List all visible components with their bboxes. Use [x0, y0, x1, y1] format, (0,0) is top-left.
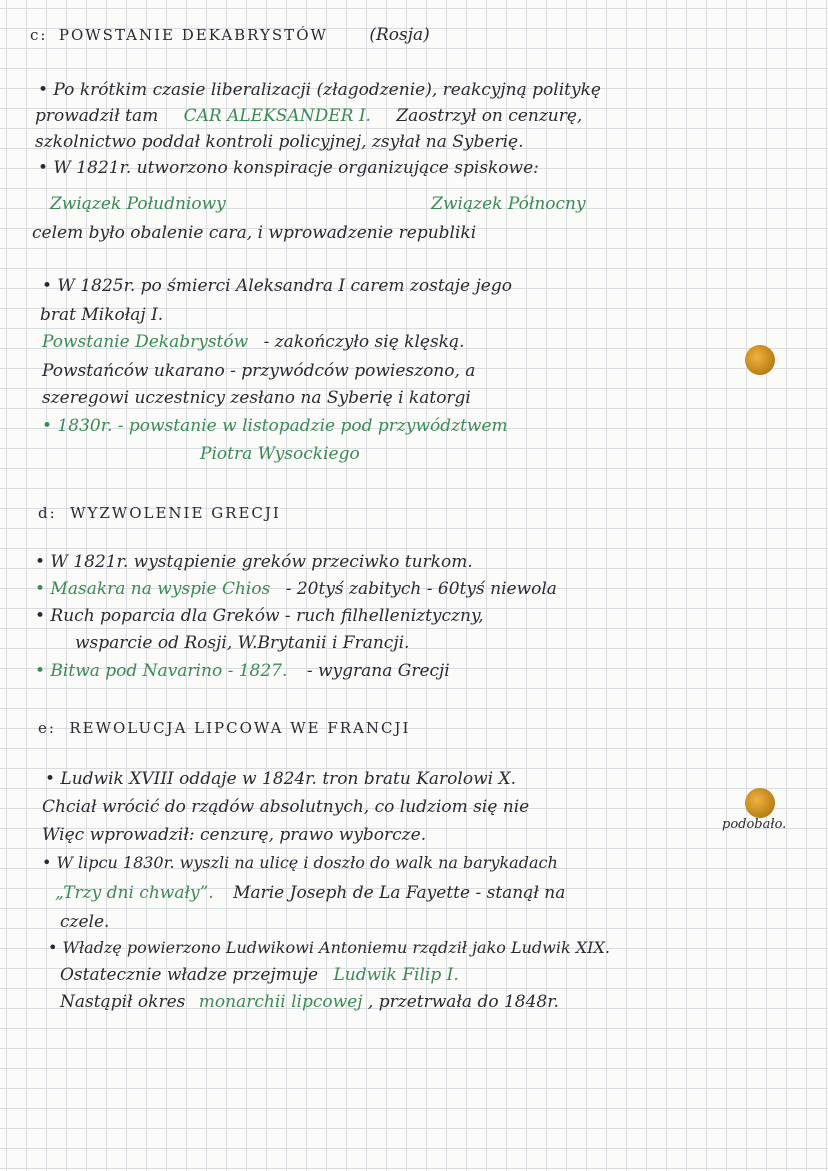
c-line-6: [32, 222, 812, 244]
e-line-9-text: Nastąpił okres: [60, 992, 186, 1012]
section-d-marker: d:: [38, 504, 57, 522]
e-line-6-text: czele.: [60, 912, 110, 932]
c-line-11: [42, 387, 742, 409]
c-line-7: [42, 275, 822, 297]
e-line-1-text: • Ludwik XVIII oddaje w 1824r. tron bratu Karolowi X.: [45, 769, 516, 789]
c-line-6-text: celem było obalenie cara, i wprowadzenie republiki: [32, 223, 477, 243]
c-line-8-text: brat Mikołaj I.: [40, 305, 164, 325]
c-line-11-text: szeregowi uczestnicy zesłano na Syberię i katorgi: [42, 388, 471, 408]
d-line-1: [35, 551, 815, 573]
section-c-note: (Rosja): [369, 25, 430, 45]
c-line-9-rest: - zakończyło się klęską.: [263, 332, 465, 352]
c-line-10: [42, 360, 742, 382]
c-line-9: [42, 331, 742, 353]
d-line-3-text: • Ruch poparcia dla Greków - ruch filhelleniztyczny,: [35, 606, 484, 626]
section-e-marker: e:: [38, 719, 56, 737]
e-july-monarchy: monarchii lipcowej: [198, 992, 363, 1012]
e-line-5-rest: Marie Joseph de La Fayette - stanął na: [233, 883, 566, 903]
d-line-1-text: • W 1821r. wystąpienie greków przeciwko turkom.: [35, 552, 473, 572]
e-line-7-text: • Władzę powierzono Ludwikowi Antoniemu rządził jako Ludwik XIX.: [48, 938, 610, 957]
c-line-2-rest: Zaostrzył on cenzurę,: [396, 106, 583, 126]
d-line-4-text: wsparcie od Rosji, W.Brytanii i Francji.: [75, 633, 410, 653]
c-line-4-text: • W 1821r. utworzono konspiracje organizujące spiskowe:: [38, 158, 539, 178]
d-line-4: [75, 632, 775, 654]
c-south-union: Związek Południowy: [50, 194, 226, 214]
e-line-8-text: Ostatecznie władze przejmuje: [60, 965, 319, 985]
section-d-heading: [38, 502, 438, 524]
c-line-12: [42, 415, 822, 437]
e-line-9-rest: , przetrwała do 1848r.: [367, 992, 559, 1012]
c-line-13: [200, 443, 600, 465]
section-c-marker: c:: [30, 26, 48, 44]
e-line-9: [60, 991, 800, 1013]
section-c-title: POWSTANIE DEKABRYSTÓW: [58, 26, 328, 44]
c-line-13-text: Piotra Wysockiego: [200, 444, 360, 464]
d-line-5-rest: - wygrana Grecji: [306, 661, 450, 681]
c-north-union: Związek Północny: [431, 194, 586, 214]
e-line-8: [60, 964, 760, 986]
e-line-4: [42, 852, 826, 874]
e-line-4-text: • W lipcu 1830r. wyszli na ulicę i doszło do walk na barykadach: [42, 853, 558, 872]
section-e-title: REWOLUCJA LIPCOWA WE FRANCJI: [69, 719, 411, 737]
d-navarino-battle: • Bitwa pod Navarino - 1827.: [35, 661, 288, 681]
c-line-1-text: • Po krótkim czasie liberalizacji (złagodzenie), reakcyjną politykę: [38, 80, 601, 100]
section-c-heading: [30, 24, 550, 46]
c-line-7-text: • W 1825r. po śmierci Aleksandra I carem zostaje jego: [42, 276, 512, 296]
c-line-2: [35, 105, 815, 127]
section-d-title: WYZWOLENIE GRECJI: [70, 504, 281, 522]
d-line-2-rest: - 20tyś zabitych - 60tyś niewola: [285, 579, 557, 599]
c-decembrist-uprising: Powstanie Dekabrystów: [42, 332, 249, 352]
e-line-3-text: Więc wprowadził: cenzurę, prawo wyborcze.: [42, 825, 427, 845]
c-line-10-text: Powstańców ukarano - przywódców powieszono, a: [42, 361, 476, 381]
c-line-8: [40, 304, 440, 326]
e-line-6: [60, 911, 260, 933]
d-line-5: [35, 660, 735, 682]
e-line-7: [48, 937, 828, 959]
e-line-3: [42, 824, 742, 846]
section-e-heading: [38, 717, 638, 739]
c-line-1: [38, 79, 818, 101]
e-line-2-overflow: podobało.: [722, 817, 787, 832]
e-line-2-text: Chciał wrócić do rządów absolutnych, co ludziom się nie: [42, 797, 530, 817]
c-line-3: [35, 131, 815, 153]
c-line-2-text: prowadził tam: [35, 106, 159, 126]
e-line-5: [55, 882, 755, 904]
c-line-3-text: szkolnictwo poddał kontroli policyjnej, zsyłał na Syberię.: [35, 132, 524, 152]
e-line-2: [42, 796, 822, 818]
d-chios-massacre: • Masakra na wyspie Chios: [35, 579, 271, 599]
e-line-1: [45, 768, 805, 790]
d-line-2: [35, 578, 815, 600]
e-three-glorious-days: „Trzy dni chwały”.: [55, 883, 214, 903]
e-louis-philippe: Ludwik Filip I.: [333, 965, 459, 985]
punch-hole-top: [745, 345, 775, 375]
c-line-4: [38, 157, 818, 179]
c-line-5: [50, 193, 790, 215]
c-line-2-tsar: CAR ALEKSANDER I.: [183, 106, 371, 126]
c-line-12-text: • 1830r. - powstanie w listopadzie pod przywództwem: [42, 416, 508, 436]
d-line-3: [35, 605, 815, 627]
